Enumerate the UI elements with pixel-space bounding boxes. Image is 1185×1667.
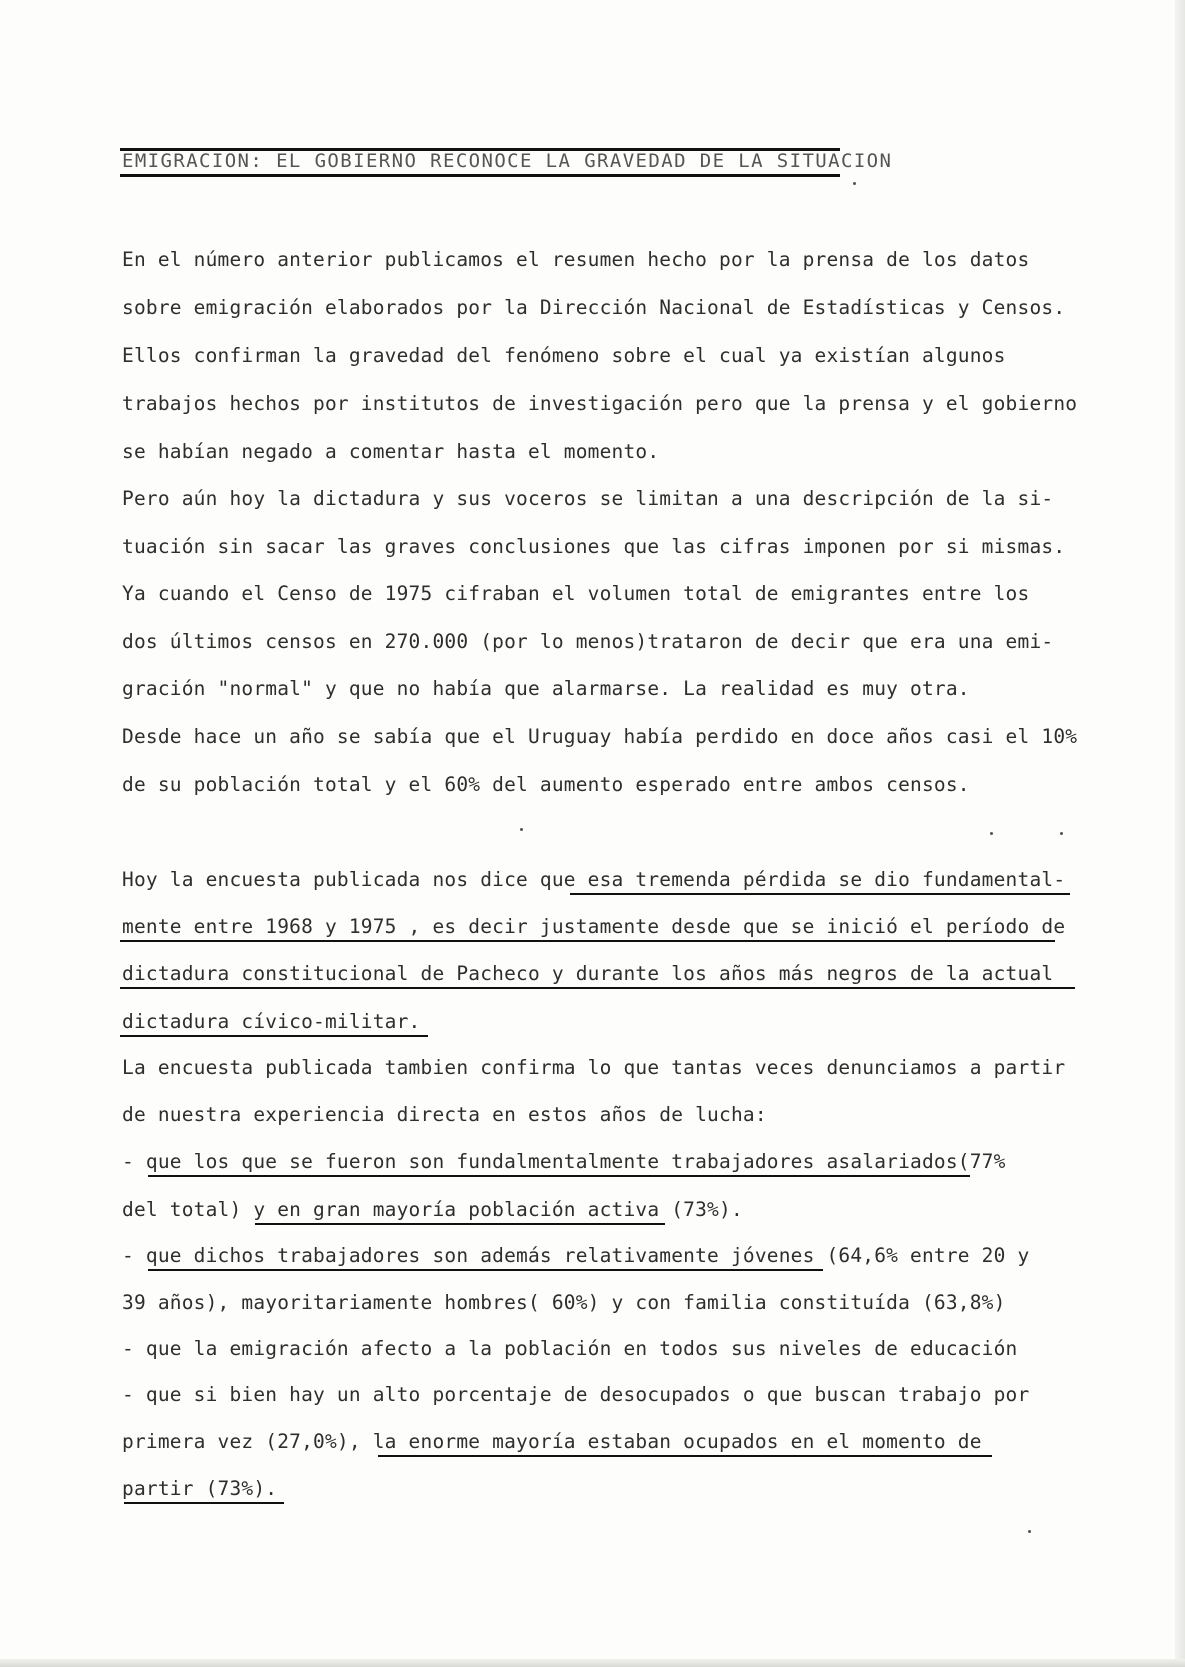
- text-line: Hoy la encuesta publicada nos dice que esa tremenda pérdida se dio fundamental-: [122, 868, 1066, 891]
- underline: [148, 1269, 823, 1271]
- text-line: La encuesta publicada tambien confirma lo que tantas veces denunciamos a partir: [122, 1056, 1066, 1079]
- text-line: - que los que se fueron son fundalmentalmente trabajadores asalariados(77%: [122, 1150, 1006, 1173]
- text-line: sobre emigración elaborados por la Dirección Nacional de Estadísticas y Censos.: [122, 296, 1066, 319]
- text-line: tuación sin sacar las graves conclusiones que las cifras imponen por si mismas.: [122, 535, 1066, 558]
- text-line: En el número anterior publicamos el resumen hecho por la prensa de los datos: [122, 248, 1030, 271]
- document-title: EMIGRACION: EL GOBIERNO RECONOCE LA GRAVEDAD DE LA SITUACION: [122, 150, 893, 172]
- text-line: 39 años), mayoritariamente hombres( 60%) y con familia constituída (63,8%): [122, 1291, 1006, 1314]
- text-line: Desde hace un año se sabía que el Uruguay había perdido en doce años casi el 10%: [122, 725, 1078, 748]
- underline: [120, 940, 1055, 942]
- speck: [853, 182, 856, 185]
- text-line: del total) y en gran mayoría población activa (73%).: [122, 1198, 743, 1221]
- speck: [1028, 1530, 1031, 1533]
- speck: [990, 832, 993, 835]
- text-line: trabajos hechos por institutos de investigación pero que la prensa y el gobierno: [122, 392, 1078, 415]
- text-line: - que dichos trabajadores son además relativamente jóvenes (64,6% entre 20 y: [122, 1244, 1030, 1267]
- underline: [378, 1455, 992, 1457]
- text-line: dictadura constitucional de Pacheco y durante los años más negros de la actual: [122, 962, 1054, 985]
- text-line: - que si bien hay un alto porcentaje de desocupados o que buscan trabajo por: [122, 1383, 1030, 1406]
- text-line: gración "normal" y que no había que alarmarse. La realidad es muy otra.: [122, 677, 970, 700]
- speck: [520, 828, 523, 831]
- text-line: mente entre 1968 y 1975 , es decir justamente desde que se inició el período de: [122, 915, 1066, 938]
- page-edge-bottom: [0, 1659, 1185, 1667]
- underline: [124, 1502, 284, 1504]
- text-line: - que la emigración afecto a la población en todos sus niveles de educación: [122, 1337, 1018, 1360]
- text-line: de nuestra experiencia directa en estos años de lucha:: [122, 1103, 767, 1126]
- underline: [570, 893, 1070, 895]
- underline: [120, 987, 1075, 989]
- underline: [148, 1175, 970, 1177]
- text-line: primera vez (27,0%), la enorme mayoría estaban ocupados en el momento de: [122, 1430, 982, 1453]
- text-line: de su población total y el 60% del aumento esperado entre ambos censos.: [122, 773, 970, 796]
- underline: [255, 1223, 665, 1225]
- text-line: se habían negado a comentar hasta el momento.: [122, 440, 660, 463]
- speck: [1060, 832, 1063, 835]
- underline: [120, 1035, 428, 1037]
- page-edge-right: [1175, 0, 1185, 1667]
- text-line: Ya cuando el Censo de 1975 cifraban el volumen total de emigrantes entre los: [122, 582, 1030, 605]
- text-line: dos últimos censos en 270.000 (por lo menos)trataron de decir que era una emi-: [122, 630, 1054, 653]
- text-line: Pero aún hoy la dictadura y sus voceros se limitan a una descripción de la si-: [122, 487, 1054, 510]
- title-bottom-rule: [120, 174, 840, 177]
- text-line: dictadura cívico-militar.: [122, 1010, 421, 1033]
- text-line: Ellos confirman la gravedad del fenómeno sobre el cual ya existían algunos: [122, 344, 1006, 367]
- text-line: partir (73%).: [122, 1477, 278, 1500]
